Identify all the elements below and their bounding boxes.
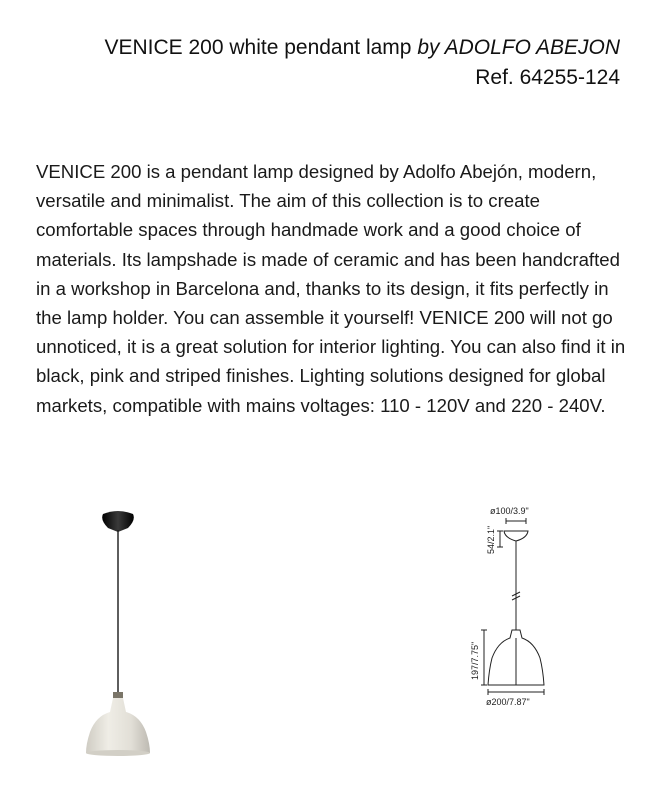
product-header bbox=[104, 33, 620, 93]
product-name: VENICE 200 white pendant lamp bbox=[104, 36, 412, 59]
designer-credit: by ADOLFO ABEJON bbox=[417, 36, 620, 59]
shade-height-label: 197/7.75" bbox=[470, 641, 480, 680]
dimension-drawing bbox=[466, 500, 586, 715]
canopy-height-label: 54/2.1" bbox=[486, 525, 496, 554]
lamp-shade bbox=[86, 692, 150, 756]
canopy bbox=[102, 511, 134, 532]
product-reference: Ref. 64255-124 bbox=[475, 66, 620, 89]
canopy-diameter-label: ø100/3.9" bbox=[490, 506, 529, 516]
product-title bbox=[104, 33, 620, 63]
pendant-lamp-photo bbox=[70, 508, 180, 768]
product-description: VENICE 200 is a pendant lamp designed by Adolfo Abejón, modern, versatile and minimalist. The aim of this collection is to create comfortable spaces through handmade work and a good choice of materials. Its lampshade is made of ceramic and has been handcrafted in a workshop in Barcelona and, thanks to its design, it fits perfectly in the lamp holder. You can assemble it yourself! VENICE 200 will not go unnoticed, it is a great solution for interior lighting. You can also find it in black, pink and striped finishes. Lighting solutions designed for global markets, compatible with mains voltages: 110 - 120V and 220 - 240V. bbox=[36, 161, 626, 416]
shade-diameter-label: ø200/7.87" bbox=[486, 697, 530, 707]
